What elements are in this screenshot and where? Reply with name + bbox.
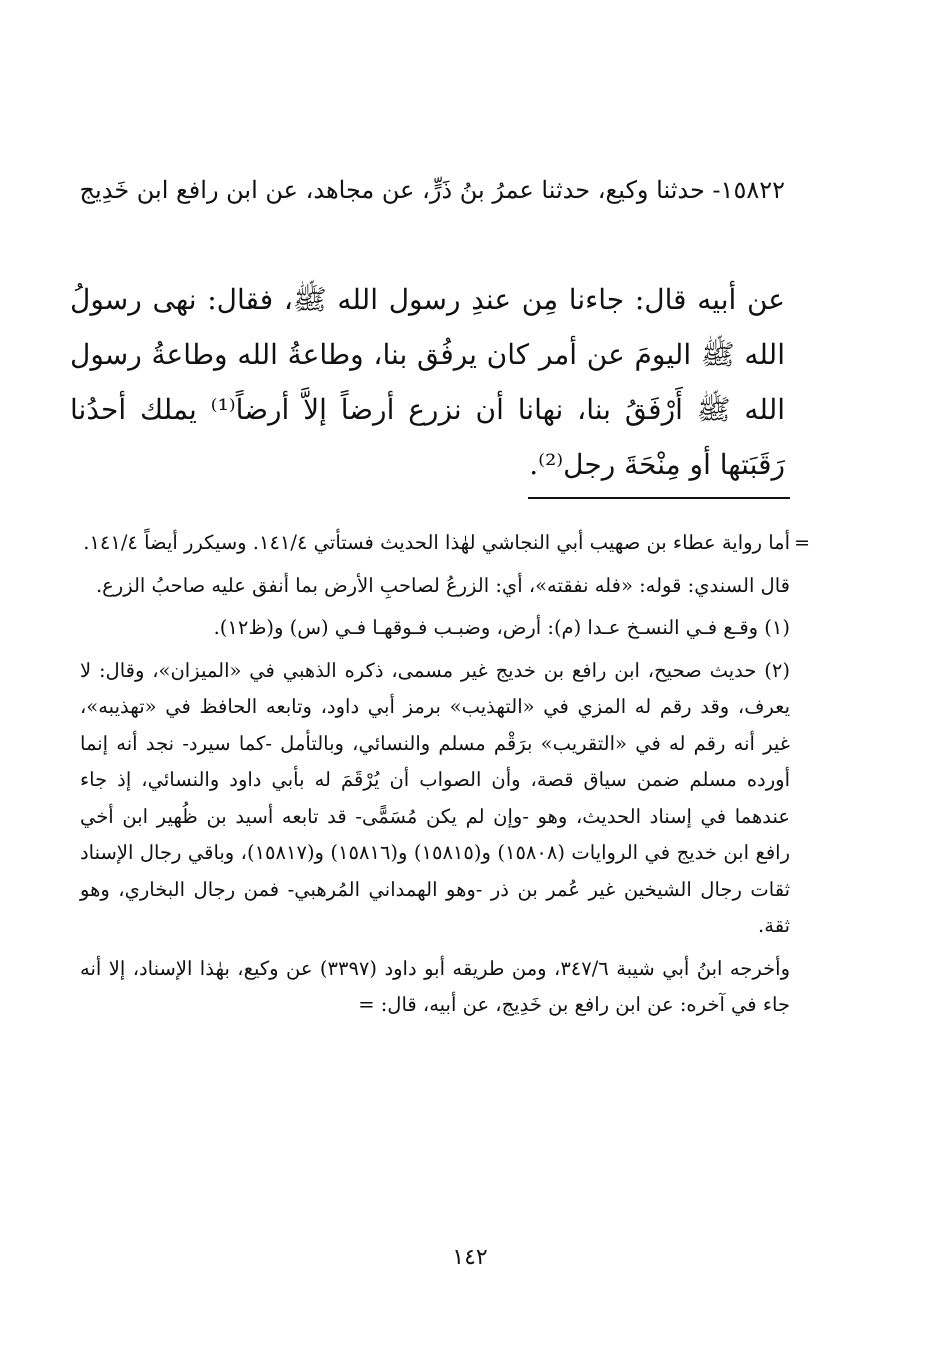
page-number: ١٤٢	[452, 1245, 488, 1270]
footnotes	[80, 525, 810, 1030]
continuation-marker: =	[794, 532, 810, 554]
footnote-2: (٢) حديث صحيح، ابن رافع بن خديج غير مسمى، ذكره الذهبي في «الميزان»، وقال: لا يعرف، وقد رقم له المزي في «التهذيب» برمز أبي داود، وتابعه الحافظ في «تهذيبه»، غير أنه رقم له في «التقريب» برَقْم مسلم والنسائي، وبالتأمل -كما سيرد- نجد أنه إنما أورده مسلم ضمن سياق قصة، وأن الصواب أن يُرْقَمَ له بأبي داود والنسائي، إذ جاء عندهما في إسناد الحديث، وهو -وإن لم يكن مُسَمًّى- قد تابعه أسيد بن ظُهير ابن أخي رافع ابن خديج في الروايات (١٥٨٠٨) و(١٥٨١٥) و(١٥٨١٦) و(١٥٨١٧)، وباقي رجال الإسناد ثقات رجال الشيخين غير عُمر بن ذر -وهو الهمداني المُرهبي- فمن رجال البخاري، وهو ثقة.	[80, 658, 790, 937]
takhrij-note: وأخرجه ابنُ أبي شيبة ٣٤٧/٦، ومن طريقه أبو داود (٣٣٩٧) عن وكيع، بهٰذا الإسناد، إلا أنه جاء في آخره: عن ابن رافع بن خَدِيج، عن أبيه، قال: =	[80, 956, 790, 1016]
footnote-1: (١) وقـع فـي النسـخ عـدا (م): أرض، وضبـب فـوقهـا فـي (س) و(ظ١٢).	[213, 616, 790, 639]
hadith-heading: ١٥٨٢٢- حدثنا وكيع، حدثنا عمرُ بنُ ذَرٍّ، عن مجاهد، عن ابن رافع ابن خَدِيج	[79, 176, 785, 204]
hadith-text: عن أبيه قال: جاءنا مِن عندِ رسول الله ﷺ، فقال: نهى رسولُ الله ﷺ اليومَ عن أمر كان يرفُق بنا، وطاعةُ الله وطاعةُ رسول الله ﷺ أَرْفَقُ بنا، نهانا أن نزرع أرضاً إلاَّ أرضاً⁽¹⁾ يملك أحدُنا رَقَبَتها أو مِنْحَةَ رجل⁽²⁾.	[70, 283, 786, 481]
continuation-text: أما رواية عطاء بن صهيب أبي النجاشي لهٰذا الحديث فستأتي ١٤١/٤. وسيكرر أيضاً ١٤١/٤.	[83, 531, 790, 554]
footnote-continuation	[80, 525, 810, 562]
sindi-comment: قال السندي: قوله: «فله نفقته»، أي: الزرعُ لصاحبِ الأرض بما أنفق عليه صاحبُ الزرع.	[95, 573, 790, 597]
footnote-divider	[528, 497, 790, 499]
